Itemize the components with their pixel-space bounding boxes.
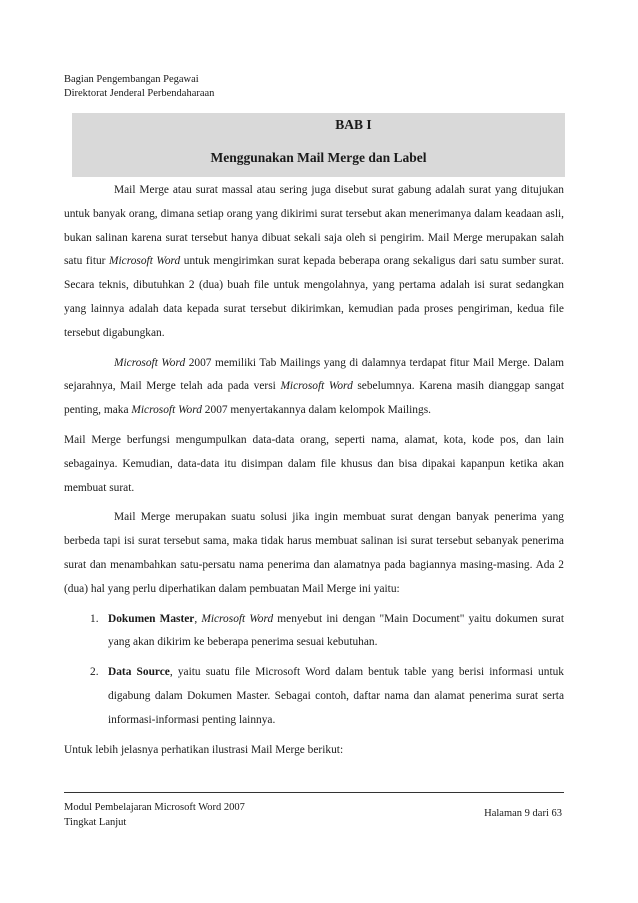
page-header: [64, 73, 214, 101]
paragraph-illustration-intro: Untuk lebih jelasnya perhatikan ilustrasi Mail Merge berikut:: [64, 743, 344, 756]
chapter-title-box: [72, 113, 565, 177]
product-name: Microsoft Word: [114, 356, 186, 369]
product-name: Microsoft Word: [109, 255, 181, 268]
product-name: Microsoft Word: [201, 612, 274, 625]
paragraph-text: sebelumnya. Karena masih dianggap sangat penting, maka: [64, 380, 565, 417]
list-number: 1.: [90, 612, 99, 625]
footer-level: Tingkat Lanjut: [64, 817, 127, 828]
paragraph-solution: Mail Merge merupakan suatu solusi jika ingin membuat surat dengan banyak penerima yang berbeda tapi isi surat tersebut sama, maka tidak harus membuat salinan isi surat tersebut sebanyak penerima surat dan menambahkan satu-persatu nama penerima dan alamatnya pada bagiannya masing-masing. Ada 2 (dua) hal yang perlu diperhatikan dalam pembuatan Mail Merge ini yaitu:: [64, 511, 564, 595]
list-separator: ,: [194, 612, 202, 625]
list-item: [64, 661, 564, 732]
paragraph-text: 2007 menyertakannya dalam kelompok Mailings.: [201, 404, 431, 417]
chapter-number: BAB I: [335, 117, 372, 132]
footer-module-title: Modul Pembelajaran Microsoft Word 2007: [64, 802, 245, 813]
list-term: Dokumen Master: [108, 612, 195, 625]
product-name: Microsoft Word: [280, 380, 353, 393]
header-directorate: Direktorat Jenderal Perbendaharaan: [64, 88, 215, 99]
page-footer: [64, 800, 245, 830]
header-unit: Bagian Pengembangan Pegawai: [64, 74, 199, 85]
paragraph-function: Mail Merge berfungsi mengumpulkan data-data orang, seperti nama, alamat, kota, kode pos, dan lain sebagainya. Kemudian, data-data itu disimpan dalam file khusus dan bisa dipakai kapanpun ketika akan membuat surat.: [64, 433, 564, 494]
list-item: [64, 608, 564, 656]
requirements-list: [64, 608, 564, 733]
list-term: Data Source: [108, 666, 170, 679]
paragraph-intro: [64, 179, 564, 346]
list-text: menyebut ini dengan "Main Document" yaitu dokumen surat yang akan dikirim ke beberapa penerima sesuai kebutuhan.: [108, 612, 565, 649]
paragraph-text: Mail Merge atau surat massal atau sering juga disebut surat gabung adalah surat yang ditujukan untuk banyak orang, dimana setiap orang yang dikirimi surat tersebut akan menerimanya dalam keadaan asli, bukan salinan karena surat tersebut hanya dibuat sekali saja oleh si pengirim. Mail Merge merupakan salah satu fitur: [64, 184, 564, 268]
paragraph-mailings: [64, 352, 564, 423]
product-name: Microsoft Word: [131, 404, 202, 417]
page-number: Halaman 9 dari 63: [484, 808, 562, 819]
paragraph-text: 2007 memiliki Tab Mailings yang di dalamnya terdapat fitur Mail Merge. Dalam sejarahnya, Mail Merge telah ada pada versi: [64, 356, 564, 393]
list-number: 2.: [90, 666, 99, 679]
list-text: , yaitu suatu file Microsoft Word dalam bentuk table yang berisi informasi untuk digabung dalam Dokumen Master. Sebagai contoh, daftar nama dan alamat penerima surat serta informasi-informasi penting lainnya.: [108, 666, 564, 726]
footer-divider: [64, 792, 564, 793]
chapter-title: Menggunakan Mail Merge dan Label: [210, 150, 427, 165]
paragraph-text: untuk mengirimkan surat kepada beberapa orang sekaligus dari satu sumber surat. Secara teknis, dibutuhkan 2 (dua) buah file untuk mengolahnya, yang pertama adalah isi surat sedangkan yang lainnya adalah data kepada surat tersebut dikirimkan, kemudian pada proses pengiriman, kedua file tersebut digabungkan.: [64, 255, 564, 339]
document-body: [64, 179, 564, 768]
